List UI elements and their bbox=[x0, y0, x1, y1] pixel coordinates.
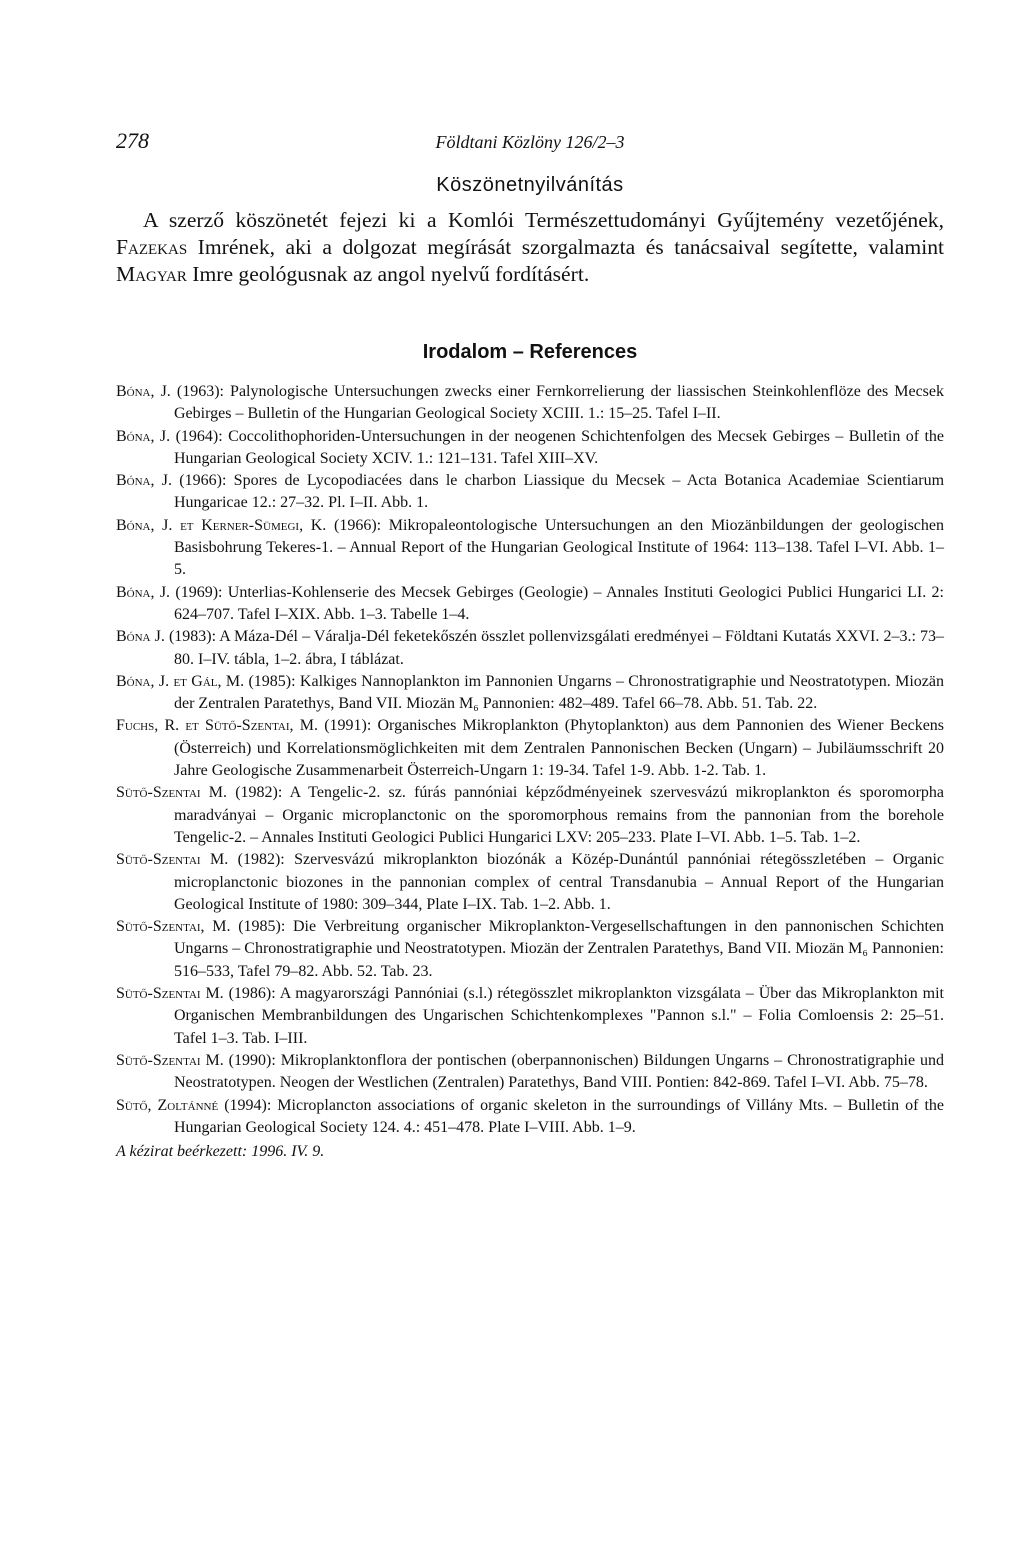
reference-text: (1966): Spores de Lycopodiacées dans le charbon Liassique du Mecsek – Acta Botanica Academiae Scientiarum Hungaricae 12.: 27–32. Pl. I–II. Abb. 1. bbox=[174, 472, 945, 512]
acknowledgement-text bbox=[116, 207, 944, 288]
page-header bbox=[116, 128, 944, 158]
reference-text: (1990): Mikroplanktonflora der pontischen (oberpannonischen) Bildungen Ungarns – Chronostratigraphie und Neostratotypen. Neogen der Westlichen (Zentralen) Paratethys, Band VIII. Pontien: 842-869. Tafel I–VI. Abb. 75–78. bbox=[174, 1051, 944, 1092]
reference-item bbox=[116, 782, 944, 849]
reference-item bbox=[116, 515, 944, 582]
reference-item bbox=[116, 582, 944, 627]
reference-item bbox=[116, 715, 944, 782]
reference-author: Bóna, J. bbox=[116, 383, 171, 400]
manuscript-received-date: A kézirat beérkezett: 1996. IV. 9. bbox=[116, 1143, 325, 1161]
reference-text: (1964): Coccolithophoriden-Untersuchungen in der neogenen Schichtenfolgen des Mecsek Gebirges – Bulletin of the Hungarian Geological Society XCIV. 1.: 121–131. Tafel XIII–XV. bbox=[174, 427, 945, 467]
reference-item bbox=[116, 381, 944, 426]
journal-page bbox=[116, 128, 944, 1161]
reference-item bbox=[116, 983, 944, 1050]
reference-author: Bóna, J. bbox=[116, 583, 171, 601]
acknowledgement-text-part: Imrének, aki a dolgozat megírását szorgalmazta és tanácsaival segítette, valamint bbox=[187, 235, 944, 259]
reference-item bbox=[116, 470, 944, 515]
reference-author: Bóna, J. bbox=[116, 472, 173, 490]
reference-text: (1994): Microplancton associations of organic skeleton in the surroundings of Villány Mts. – Bulletin of the Hungarian Geological Society 124. 4.: 451–478. Plate I–VIII. Abb. 1–9. bbox=[174, 1096, 945, 1136]
reference-list bbox=[116, 381, 944, 1139]
page-number: 278 bbox=[116, 128, 149, 153]
journal-title: Földtani Közlöny 126/2–3 bbox=[435, 132, 625, 152]
reference-item bbox=[116, 916, 944, 983]
acknowledged-person-name: Fazekas bbox=[116, 235, 188, 259]
references-title: Irodalom – References bbox=[422, 341, 638, 363]
reference-author: Bóna, J. et Kerner-Sümegi, K. bbox=[116, 516, 327, 534]
reference-author: Bóna, J. et Gál, M. bbox=[116, 672, 245, 690]
reference-author: Sütő-Szentai, M. bbox=[116, 918, 231, 936]
reference-text: (1966): Mikropaleontologische Untersuchungen an den Miozänbildungen der geologischen Basisbohrung Tekeres-1. – Annual Report of the Hungarian Geological Institute of 1964: 113–138. Tafel I–VI. Abb. 1–5. bbox=[174, 516, 945, 579]
reference-text: (1985): Die Verbreitung organischer Mikroplankton-Vergesellschaftungen in den pannonischen Schichten Ungarns – Chronostratigraphie und Neostratotypen. Miozän der Zentralen Paratethys, Band VII. Miozän M₆ Pannonien: 516–533, Tafel 79–82. Abb. 52. Tab. 23. bbox=[174, 918, 944, 980]
reference-text: (1983): A Máza-Dél – Váralja-Dél feketekőszén összlet pollenvizsgálati eredményei – Földtani Kutatás XXVI. 2–3.: 73–80. I–IV. tábla, 1–2. ábra, I táblázat. bbox=[168, 628, 945, 668]
reference-item bbox=[116, 849, 944, 916]
reference-author: Sütő, Zoltánné bbox=[116, 1096, 219, 1114]
reference-text: (1985): Kalkiges Nannoplankton im Pannonien Ungarns – Chronostratigraphie und Neostratotypen. Miozän der Zentralen Paratethys, Band VII. Miozän M₆ Pannonien: 482–489. Tafel 66–78. Abb. 51. Tab. 22. bbox=[174, 672, 945, 713]
acknowledgement-title: Köszönetnyilvánítás bbox=[436, 174, 624, 196]
reference-author: Fuchs, R. et Sütő-Szentai, M. bbox=[116, 717, 318, 735]
reference-text: (1982): A Tengelic-2. sz. fúrás pannóniai képződményeinek szervesvázú mikroplankton és sporomorpha maradványai – Organic microplanctonic on the sporomorphous remains from the pannonian from the borehole Tengelic-2. – Annales Instituti Geologici Publici Hungarici LXV: 205–233. Plate I–VI. Abb. 1–5. Tab. 1–2. bbox=[174, 784, 944, 846]
reference-text: (1969): Unterlias-Kohlenserie des Mecsek Gebirges (Geologie) – Annales Instituti Geologici Publici Hungarici LI. 2: 624–707. Tafel I–XIX. Abb. 1–3. Tabelle 1–4. bbox=[174, 583, 945, 623]
reference-text: (1963): Palynologische Untersuchungen zwecks einer Fernkorrelierung der liassischen Steinkohlenflöze des Mecsek Gebirges – Bulletin of the Hungarian Geological Society XCIII. 1.: 15–25. Tafel I–II. bbox=[174, 383, 945, 423]
reference-text: (1982): Szervesvázú mikroplankton biozónák a Közép-Dunántúl pannóniai rétegösszletében – Organic microplanctonic biozones in the pannonian complex of central Transdanubia – Annual Report of the Hungarian Geological Institute of 1980: 309–344, Plate I–IX. Tab. 1–2. Abb. 1. bbox=[174, 851, 945, 913]
reference-text: (1991): Organisches Mikroplankton (Phytoplankton) aus dem Pannonien des Wiener Beckens (Österreich) und Korrelationsmöglichkeiten mit dem Zentralen Pannonischen Becken (Ungarn) – Jubiläumsschrift 20 Jahre Geologische Zusammenarbeit Österreich-Ungarn 1: 19-34. Tafel 1-9. Abb. 1-2. Tab. 1. bbox=[174, 717, 945, 780]
reference-text: (1986): A magyarországi Pannóniai (s.l.) rétegösszlet mikroplankton vizsgálata – Über das Mikroplankton mit Organischen Membranbildungen des Ungarischen Schichtenkomplexes "Pannon s.l." – Folia Comloensis 2: 25–51. Tafel 1–3. Tab. I–III. bbox=[174, 985, 944, 1047]
acknowledgement-text-part: A szerző köszönetét fejezi ki a Komlói Természettudományi Gyűjtemény vezetőjének, bbox=[143, 208, 944, 232]
reference-author: Sütő-Szentai M. bbox=[116, 784, 227, 802]
reference-item bbox=[116, 1050, 944, 1095]
reference-author: Bóna J. bbox=[116, 628, 165, 646]
reference-item bbox=[116, 1095, 944, 1140]
reference-author: Sütő-Szentai M. bbox=[116, 851, 229, 869]
reference-author: Sütő-Szentai M. bbox=[116, 1051, 224, 1069]
reference-item bbox=[116, 426, 944, 471]
reference-author: Bóna, J. bbox=[116, 427, 171, 445]
reference-author: Sütő-Szentai M. bbox=[116, 985, 224, 1003]
reference-item bbox=[116, 671, 944, 716]
reference-item bbox=[116, 626, 944, 671]
acknowledgement-text-part: Imre geológusnak az angol nyelvű fordításért. bbox=[186, 262, 590, 286]
acknowledged-person-name: Magyar bbox=[116, 262, 187, 286]
